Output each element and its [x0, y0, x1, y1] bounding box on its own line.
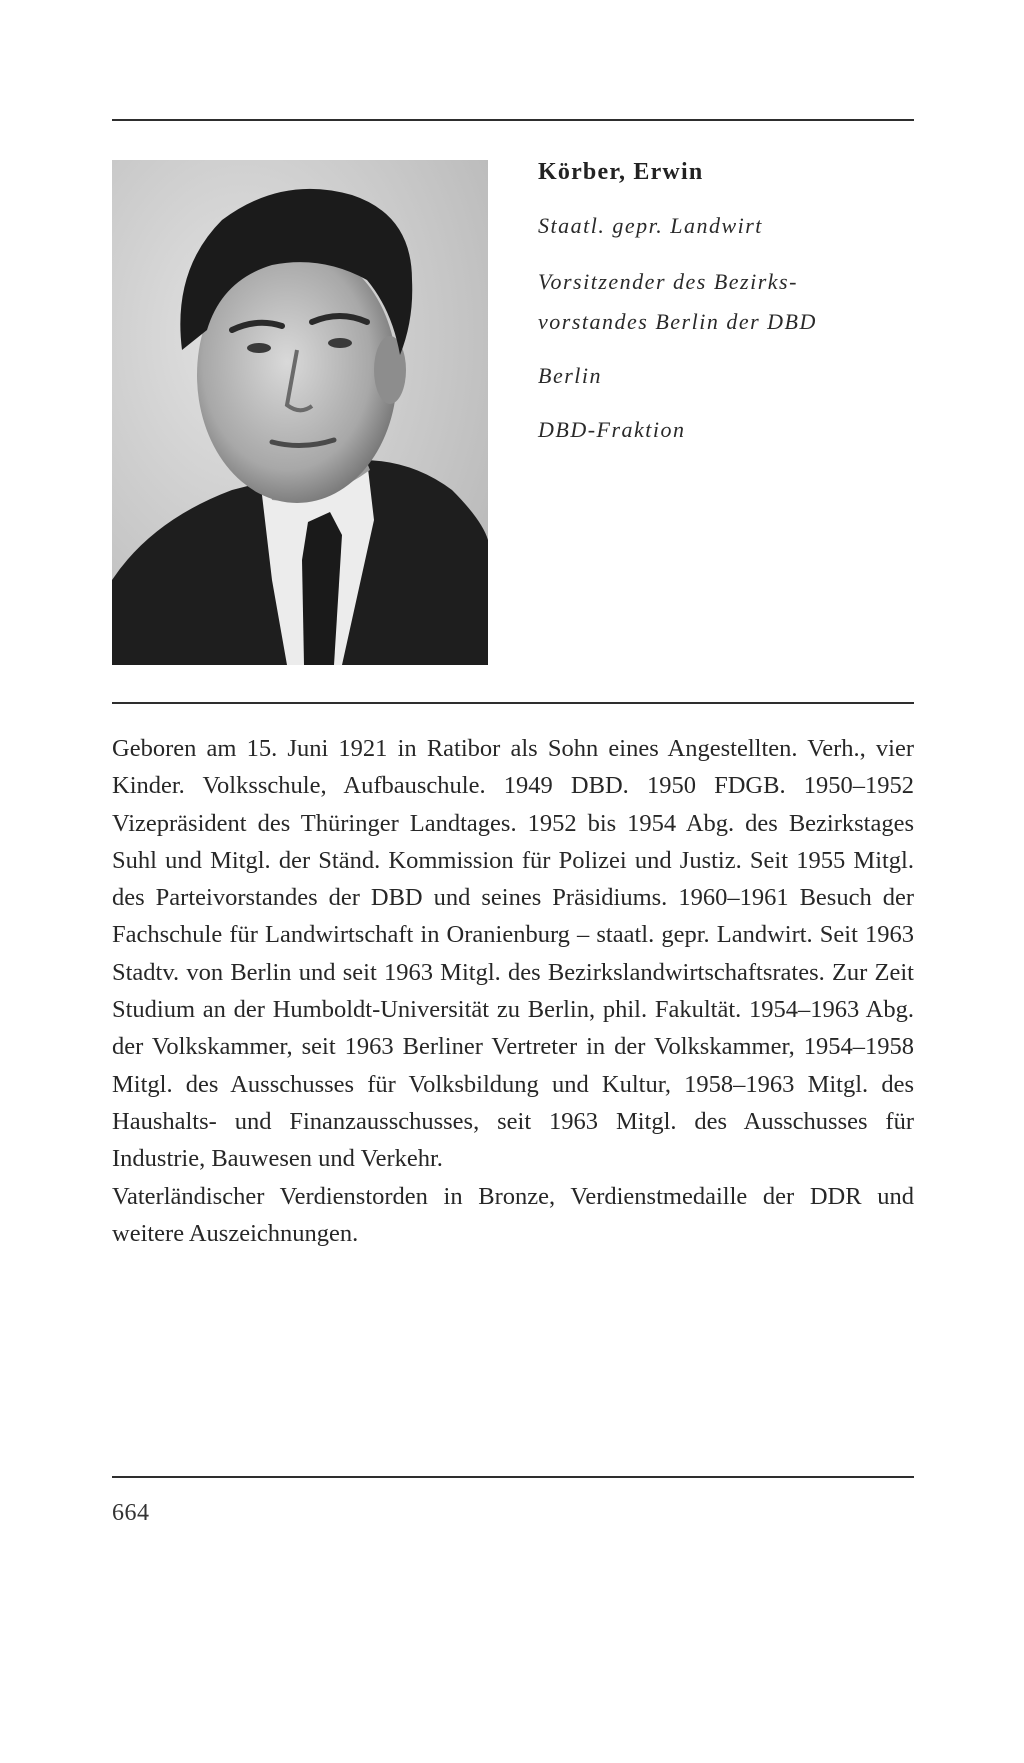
bottom-rule	[112, 1476, 914, 1478]
fraction: DBD-Fraktion	[538, 417, 686, 442]
occupation: Staatl. gepr. Landwirt	[538, 213, 763, 238]
top-rule	[112, 119, 914, 121]
entry-header	[538, 152, 918, 450]
biography-paragraph-1: Geboren am 15. Juni 1921 in Ratibor als Sohn eines Angestellten. Verh., vier Kinder. Volksschule, Aufbauschule. 1949 DBD. 1950 FDGB. 1950–1952 Vizepräsident des Thüringer Landtages. 1952 bis 1954 Abg. des Bezirkstages Suhl und Mitgl. der Ständ. Kommission für Polizei und Justiz. Seit 1955 Mitgl. des Parteivorstandes der DBD und seines Präsidiums. 1960–1961 Besuch der Fachschule für Landwirtschaft in Oranienburg – staatl. gepr. Landwirt. Seit 1963 Stadtv. von Berlin und seit 1963 Mitgl. des Bezirkslandwirtschaftsrates. Zur Zeit Studium an der Humboldt-Universität zu Berlin, phil. Fakultät. 1954–1963 Abg. der Volkskammer, seit 1963 Berliner Vertreter in der Volkskammer, 1954–1958 Mitgl. des Ausschusses für Volksbildung und Kultur, 1958–1963 Mitgl. des Haushalts- und Finanzausschusses, seit 1963 Mitgl. des Ausschusses für Industrie, Bauwesen und Verkehr.	[112, 735, 914, 1173]
page-number: 664	[112, 1500, 150, 1526]
biography	[112, 730, 914, 1252]
function-line-2: vorstandes Berlin der DBD	[538, 309, 817, 334]
middle-rule	[112, 702, 914, 704]
biography-paragraph-2: Vaterländischer Verdienstorden in Bronze, Verdienstmedaille der DDR und weitere Auszeichnungen.	[112, 1182, 914, 1247]
portrait-illustration	[112, 160, 488, 665]
function	[538, 262, 918, 342]
person-name: Körber, Erwin	[538, 159, 704, 185]
function-line-1: Vorsitzender des Bezirks-	[538, 269, 798, 294]
portrait-photo	[112, 160, 488, 665]
constituency: Berlin	[538, 363, 602, 388]
